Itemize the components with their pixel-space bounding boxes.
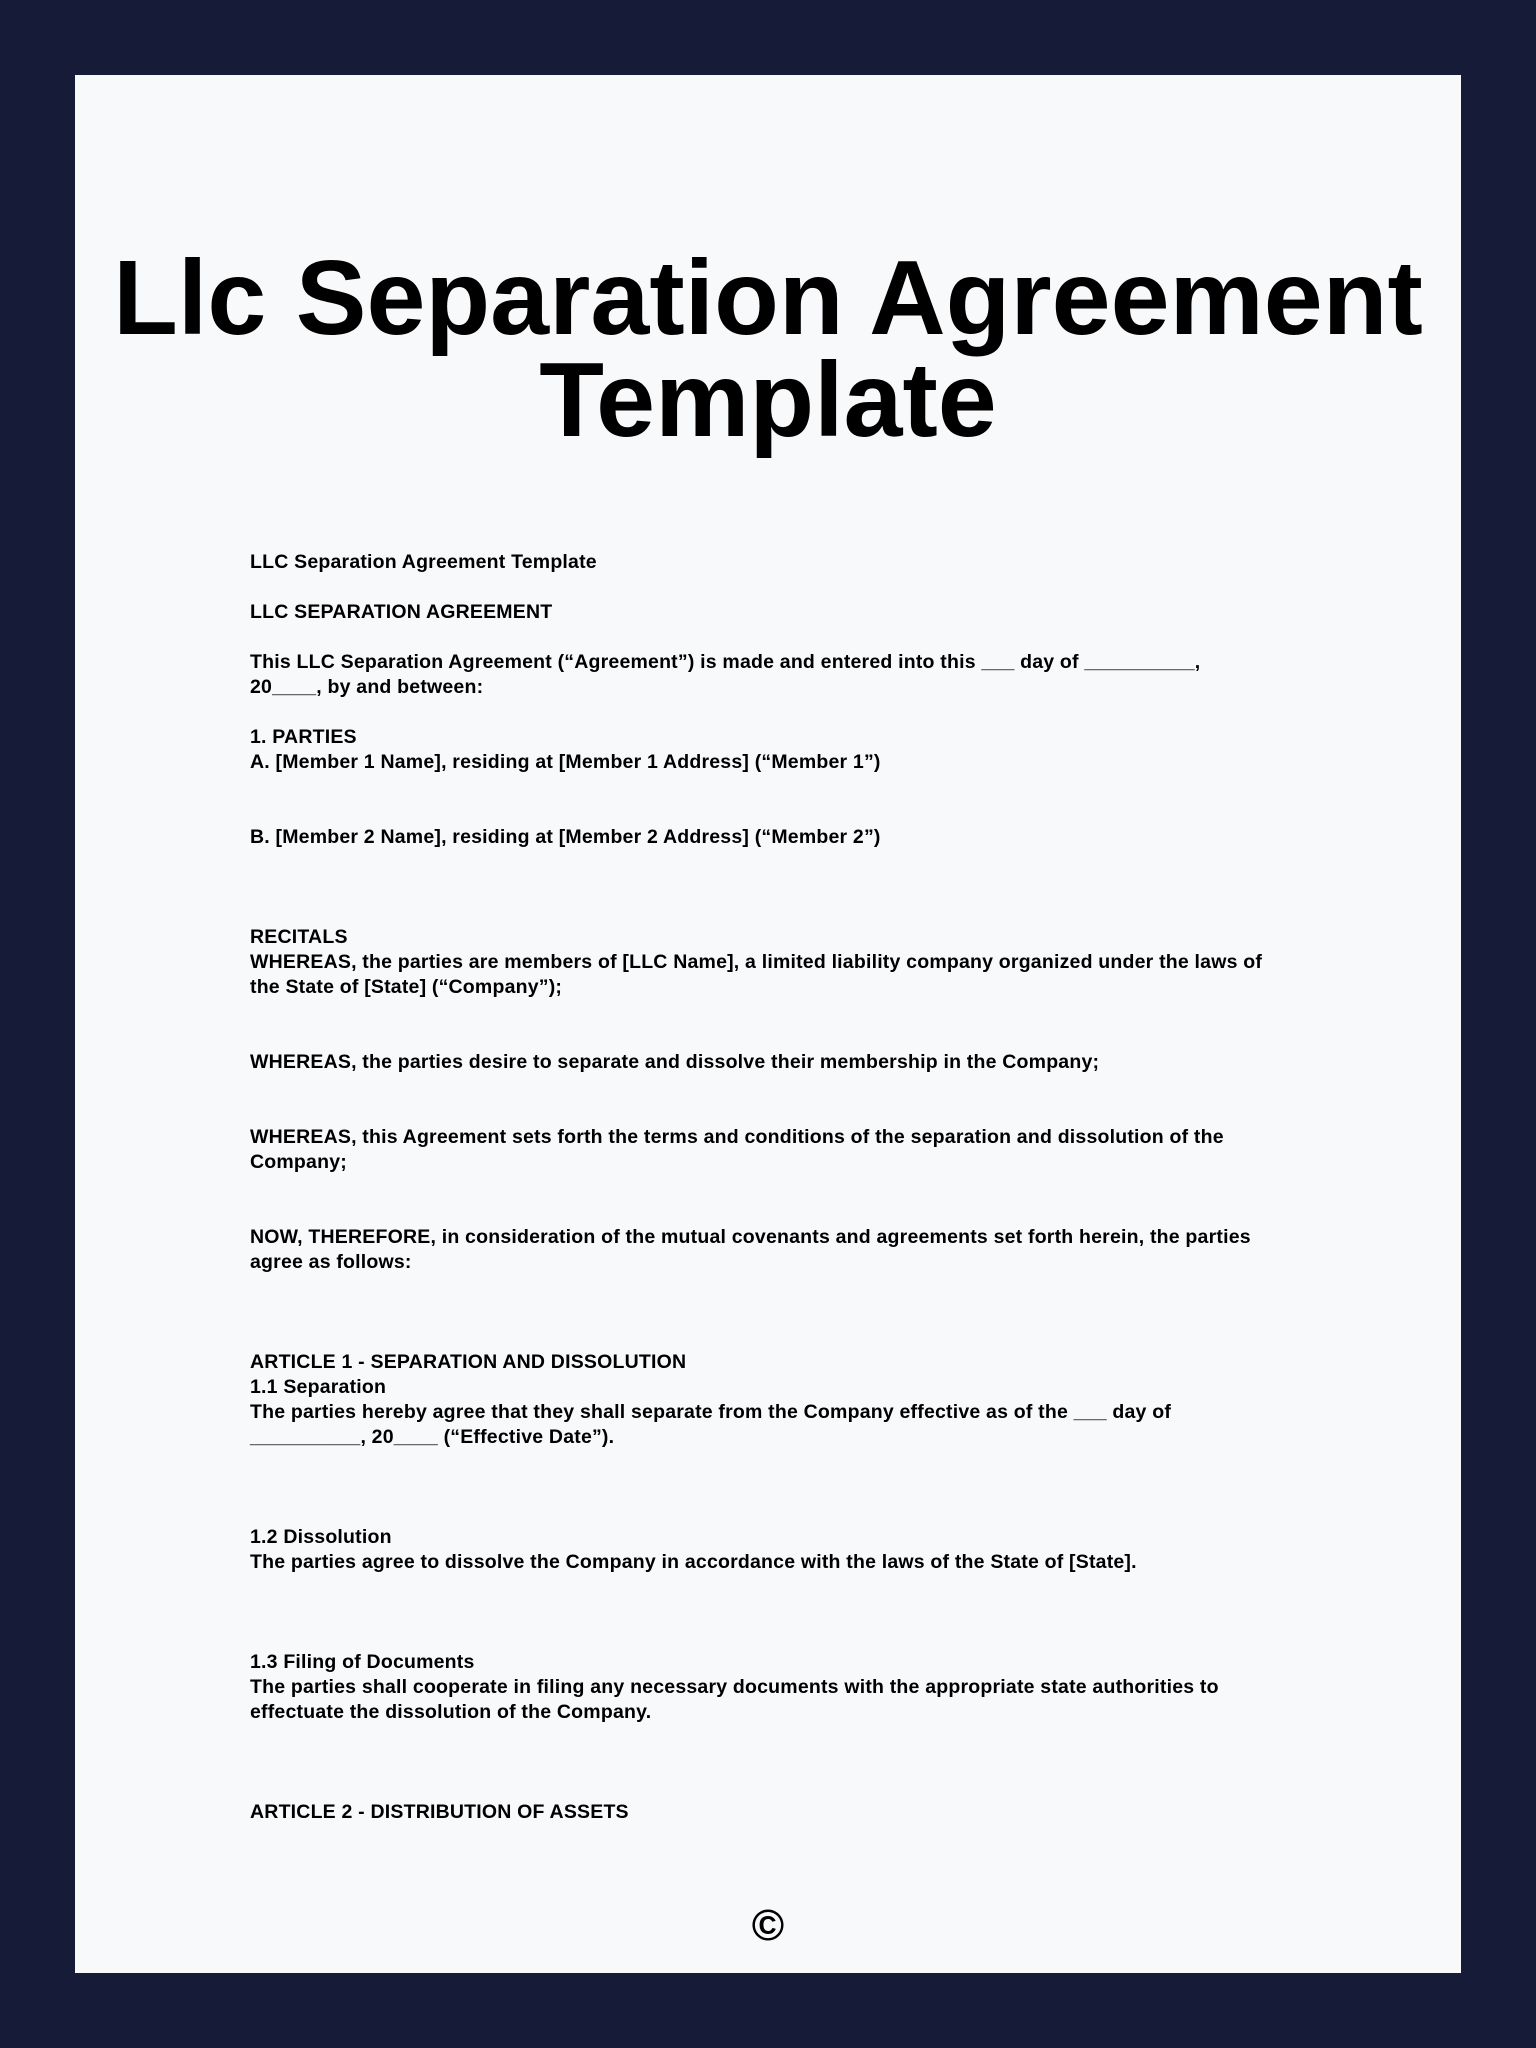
document-title: Llc Separation Agreement Template bbox=[113, 239, 1423, 459]
section-1-3-title: 1.3 Filing of Documents bbox=[250, 1651, 475, 1673]
recitals-heading: RECITALS bbox=[250, 926, 348, 948]
copyright-icon: © bbox=[751, 1901, 785, 1950]
recital-2: WHEREAS, the parties desire to separate and dissolve their membership in the Company; bbox=[250, 1051, 1100, 1073]
article-2-heading: ARTICLE 2 - DISTRIBUTION OF ASSETS bbox=[250, 1801, 629, 1823]
section-1-3 bbox=[250, 1650, 1360, 1725]
intro-line: 20____, by and between: bbox=[250, 676, 484, 698]
intro-paragraph bbox=[250, 650, 1360, 700]
parties-section bbox=[250, 725, 1360, 775]
recital-line: WHEREAS, this Agreement sets forth the terms and conditions of the separation and dissolution of the bbox=[250, 1126, 1224, 1148]
section-1-2-text: The parties agree to dissolve the Company in accordance with the laws of the State of [State]. bbox=[250, 1551, 1137, 1573]
recital-line: WHEREAS, the parties are members of [LLC Name], a limited liability company organized under the laws of bbox=[250, 951, 1263, 973]
document-body bbox=[250, 550, 1360, 1825]
party-b: B. [Member 2 Name], residing at [Member 2 Address] (“Member 2”) bbox=[250, 826, 881, 848]
recital-line: Company; bbox=[250, 1151, 347, 1173]
document-header: LLC Separation Agreement Template bbox=[250, 551, 597, 573]
article-1-heading: ARTICLE 1 - SEPARATION AND DISSOLUTION bbox=[250, 1351, 687, 1373]
section-1-1-line: The parties hereby agree that they shall separate from the Company effective as of the ___ day of bbox=[250, 1401, 1172, 1423]
now-therefore-paragraph bbox=[250, 1225, 1360, 1275]
agreement-heading: LLC SEPARATION AGREEMENT bbox=[250, 601, 553, 623]
article-1-section bbox=[250, 1350, 1360, 1450]
recital-3 bbox=[250, 1125, 1360, 1175]
intro-line: This LLC Separation Agreement (“Agreement”) is made and entered into this ___ day of __________, bbox=[250, 651, 1201, 673]
document-page bbox=[75, 75, 1461, 1973]
section-1-1-line: __________, 20____ (“Effective Date”). bbox=[250, 1426, 615, 1448]
parties-heading: 1. PARTIES bbox=[250, 726, 357, 748]
now-therefore-line: agree as follows: bbox=[250, 1251, 412, 1273]
section-1-2-title: 1.2 Dissolution bbox=[250, 1526, 392, 1548]
section-1-1-title: 1.1 Separation bbox=[250, 1376, 387, 1398]
party-a: A. [Member 1 Name], residing at [Member 1 Address] (“Member 1”) bbox=[250, 751, 881, 773]
recitals-section bbox=[250, 925, 1360, 1000]
section-1-3-line: The parties shall cooperate in filing any necessary documents with the appropriate state authorities to bbox=[250, 1676, 1219, 1698]
recital-line: the State of [State] (“Company”); bbox=[250, 976, 563, 998]
now-therefore-line: NOW, THEREFORE, in consideration of the mutual covenants and agreements set forth herein, the parties bbox=[250, 1226, 1251, 1248]
section-1-2 bbox=[250, 1525, 1360, 1575]
section-1-3-line: effectuate the dissolution of the Company. bbox=[250, 1701, 652, 1723]
